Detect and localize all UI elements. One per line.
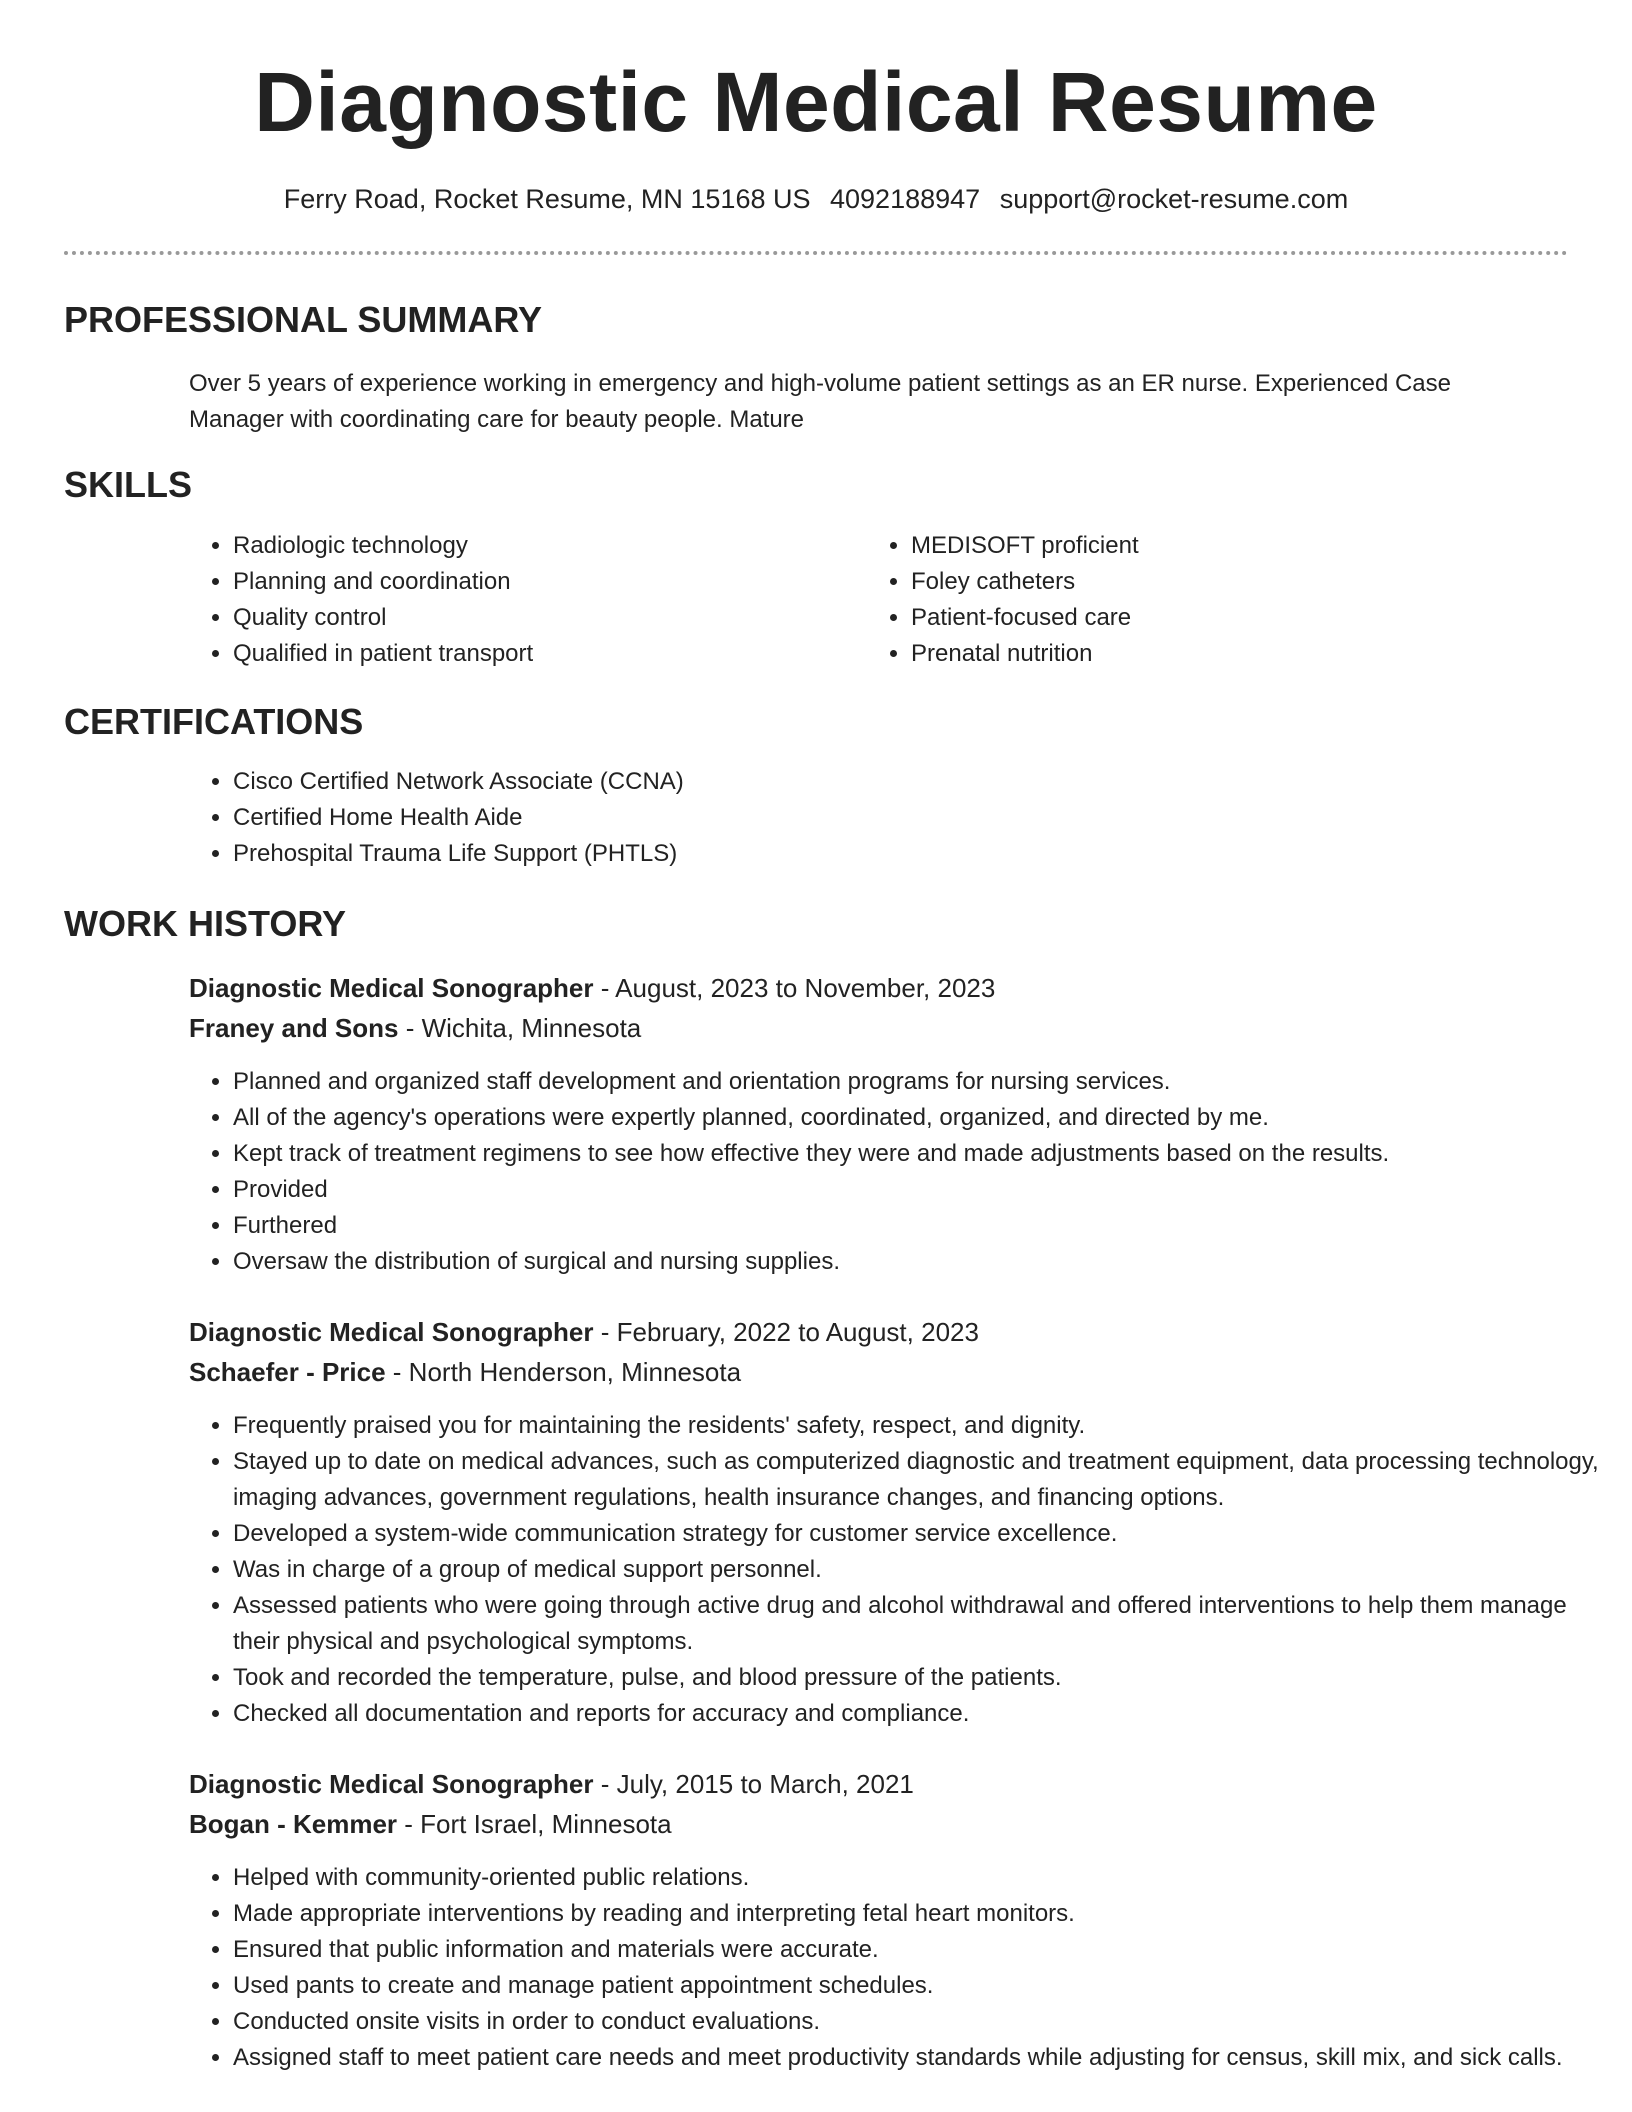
job-dates: - August, 2023 to November, 2023 xyxy=(593,973,996,1003)
job-bullet: • All of the agency's operations were expertly planned, coordinated, organized, and directed by me. xyxy=(233,1100,1613,1136)
job-bullet: • Assigned staff to meet patient care needs and meet productivity standards while adjusting for census, skill mix, and sick calls. xyxy=(233,2040,1613,2076)
job-location: - Wichita, Minnesota xyxy=(398,1013,642,1043)
job-bullet: • Frequently praised you for maintaining the residents' safety, respect, and dignity. xyxy=(233,1408,1613,1444)
job-bullet: • Was in charge of a group of medical support personnel. xyxy=(233,1552,1613,1588)
skill-item: • Prenatal nutrition xyxy=(911,636,1531,672)
job-bullets xyxy=(189,1064,1613,1280)
job-bullet: • Made appropriate interventions by reading and interpreting fetal heart monitors. xyxy=(233,1896,1613,1932)
job-company: Bogan - Kemmer xyxy=(189,1809,398,1839)
summary-heading: PROFESSIONAL SUMMARY xyxy=(64,299,543,340)
job-bullets xyxy=(189,1408,1613,1732)
certification-item: • Cisco Certified Network Associate (CCNA) xyxy=(233,764,1533,800)
job-bullet: • Helped with community-oriented public relations. xyxy=(233,1860,1613,1896)
job-company: Schaefer - Price xyxy=(189,1357,386,1387)
job-dates: - July, 2015 to March, 2021 xyxy=(593,1769,914,1799)
job-title: Diagnostic Medical Sonographer xyxy=(189,1769,594,1799)
job-bullet: • Used pants to create and manage patient appointment schedules. xyxy=(233,1968,1613,2004)
job-bullet: • Furthered xyxy=(233,1208,1613,1244)
job-company-line xyxy=(189,1354,741,1390)
header-divider xyxy=(64,251,1568,255)
skills-heading: SKILLS xyxy=(64,464,193,505)
skill-item: • Foley catheters xyxy=(911,564,1531,600)
job-title-line xyxy=(189,1314,979,1350)
job-bullet: • Took and recorded the temperature, pulse, and blood pressure of the patients. xyxy=(233,1660,1613,1696)
job-bullets xyxy=(189,1860,1613,2076)
job-bullet: • Conducted onsite visits in order to conduct evaluations. xyxy=(233,2004,1613,2040)
job-bullet: • Checked all documentation and reports for accuracy and compliance. xyxy=(233,1696,1613,1732)
certification-item: • Prehospital Trauma Life Support (PHTLS) xyxy=(233,836,1533,872)
skill-item: • Qualified in patient transport xyxy=(233,636,853,672)
job-bullet: • Oversaw the distribution of surgical and nursing supplies. xyxy=(233,1244,1613,1280)
certifications-list xyxy=(189,764,1533,872)
work-history-heading: WORK HISTORY xyxy=(64,903,347,944)
job-bullet: • Assessed patients who were going through active drug and alcohol withdrawal and offered interventions to help them manage their physical and psychological symptoms. xyxy=(233,1588,1613,1660)
skills-list-right xyxy=(867,528,1531,672)
job-location: - North Henderson, Minnesota xyxy=(385,1357,742,1387)
skill-item: • Patient-focused care xyxy=(911,600,1531,636)
job-title-line xyxy=(189,1766,914,1802)
contact-email[interactable]: support@rocket-resume.com xyxy=(999,184,1349,214)
job-title-line xyxy=(189,970,995,1006)
job-title: Diagnostic Medical Sonographer xyxy=(189,973,594,1003)
skill-item: • Quality control xyxy=(233,600,853,636)
certifications-heading: CERTIFICATIONS xyxy=(64,701,364,742)
job-bullet: • Developed a system-wide communication strategy for customer service excellence. xyxy=(233,1516,1613,1552)
job-bullet: • Provided xyxy=(233,1172,1613,1208)
contact-address: Ferry Road, Rocket Resume, MN 15168 US xyxy=(283,184,811,214)
job-title: Diagnostic Medical Sonographer xyxy=(189,1317,594,1347)
job-location: - Fort Israel, Minnesota xyxy=(397,1809,672,1839)
contact-line xyxy=(0,181,1632,217)
resume-name: Diagnostic Medical Resume xyxy=(254,55,1378,149)
skill-item: • Planning and coordination xyxy=(233,564,853,600)
skills-list-left xyxy=(189,528,853,672)
job-bullet: • Kept track of treatment regimens to see how effective they were and made adjustments based on the results. xyxy=(233,1136,1613,1172)
job-company: Franey and Sons xyxy=(189,1013,399,1043)
contact-phone: 4092188947 xyxy=(830,184,981,214)
job-bullet: • Planned and organized staff development and orientation programs for nursing services. xyxy=(233,1064,1613,1100)
job-bullet: • Stayed up to date on medical advances, such as computerized diagnostic and treatment equipment, data processing technology, imaging advances, government regulations, health insurance changes, and financing options. xyxy=(233,1444,1613,1516)
certification-item: • Certified Home Health Aide xyxy=(233,800,1533,836)
summary-text: Over 5 years of experience working in emergency and high-volume patient settings as an ER nurse. Experienced Case Manager with coordinating care for beauty people. Mature xyxy=(189,370,1452,433)
job-dates: - February, 2022 to August, 2023 xyxy=(593,1317,979,1347)
job-bullet: • Ensured that public information and materials were accurate. xyxy=(233,1932,1613,1968)
skill-item: • MEDISOFT proficient xyxy=(911,528,1531,564)
skill-item: • Radiologic technology xyxy=(233,528,853,564)
job-company-line xyxy=(189,1806,672,1842)
job-company-line xyxy=(189,1010,641,1046)
